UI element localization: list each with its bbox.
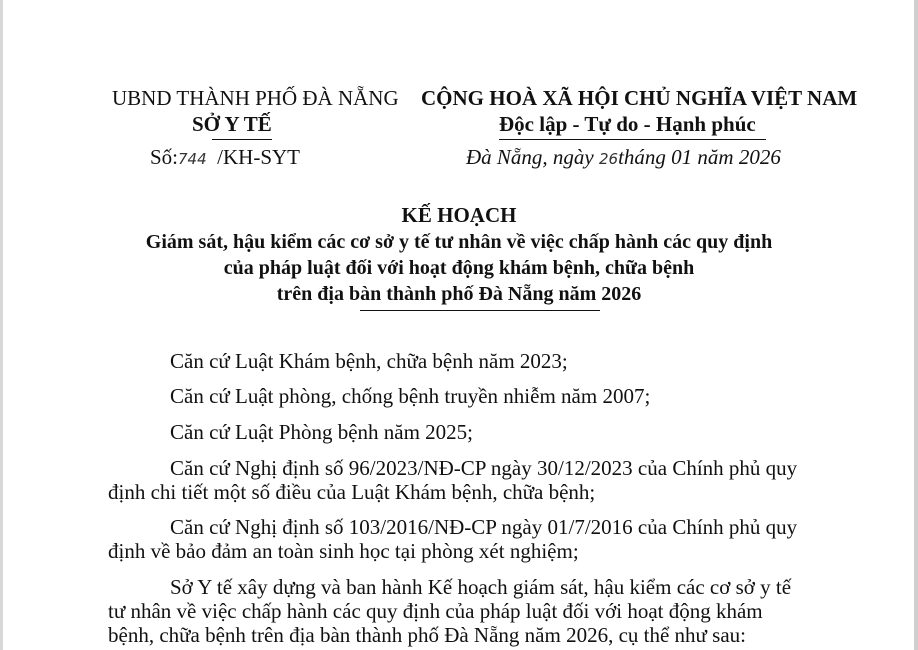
- place-and-date: [466, 145, 781, 170]
- intro-paragraph-line-2: tư nhân về việc chấp hành các quy định của pháp luật đối với hoạt động khám: [108, 599, 763, 623]
- page-edge-left: [0, 0, 3, 650]
- page-edge-right: [914, 0, 918, 650]
- date-day-handwritten: 26: [599, 150, 619, 168]
- national-motto: Độc lập - Tự do - Hạnh phúc: [499, 112, 756, 136]
- department-underline: [212, 139, 272, 140]
- intro-paragraph-line-3: bệnh, chữa bệnh trên địa bàn thành phố Đà Nẵng năm 2026, cụ thể như sau:: [108, 623, 747, 647]
- legal-basis-4-line-1: Căn cứ Nghị định số 96/2023/NĐ-CP ngày 30/12/2023 của Chính phủ quy: [170, 456, 798, 480]
- doc-no-prefix: Số:: [150, 145, 179, 169]
- legal-basis-5-line-1: Căn cứ Nghị định số 103/2016/NĐ-CP ngày 01/7/2016 của Chính phủ quy: [170, 515, 798, 539]
- intro-paragraph-line-1: Sở Y tế xây dựng và ban hành Kế hoạch giám sát, hậu kiểm các cơ sở y tế: [170, 575, 792, 599]
- subtitle-line-2: của pháp luật đối với hoạt động khám bệnh, chữa bệnh: [223, 257, 695, 279]
- legal-basis-1: Căn cứ Luật Khám bệnh, chữa bệnh năm 2023;: [170, 349, 568, 373]
- date-suffix: tháng 01 năm 2026: [618, 145, 781, 169]
- agency-name: UBND THÀNH PHỐ ĐÀ NẴNG: [112, 86, 399, 110]
- legal-basis-5-line-2: định về bảo đảm an toàn sinh học tại phòng xét nghiệm;: [108, 539, 579, 563]
- subtitle-line-3: trên địa bàn thành phố Đà Nẵng năm 2026: [276, 283, 642, 305]
- legal-basis-4-line-2: định chi tiết một số điều của Luật Khám bệnh, chữa bệnh;: [108, 480, 596, 504]
- document-number: [150, 145, 300, 170]
- motto-underline: [499, 139, 766, 140]
- legal-basis-3: Căn cứ Luật Phòng bệnh năm 2025;: [170, 420, 474, 444]
- date-prefix: Đà Nẵng, ngày: [466, 145, 599, 169]
- legal-basis-2: Căn cứ Luật phòng, chống bệnh truyền nhiễm năm 2007;: [170, 384, 651, 408]
- doc-no-suffix: /KH-SYT: [217, 145, 300, 169]
- title-underline: [360, 310, 600, 311]
- national-title: CỘNG HOÀ XÃ HỘI CHỦ NGHĨA VIỆT NAM: [421, 86, 858, 110]
- document-title: KẾ HOẠCH: [401, 203, 517, 227]
- department-name: SỞ Y TẾ: [192, 112, 272, 136]
- subtitle-line-1: Giám sát, hậu kiểm các cơ sở y tế tư nhân về việc chấp hành các quy định: [145, 231, 773, 253]
- doc-no-handwritten: 744: [178, 150, 207, 168]
